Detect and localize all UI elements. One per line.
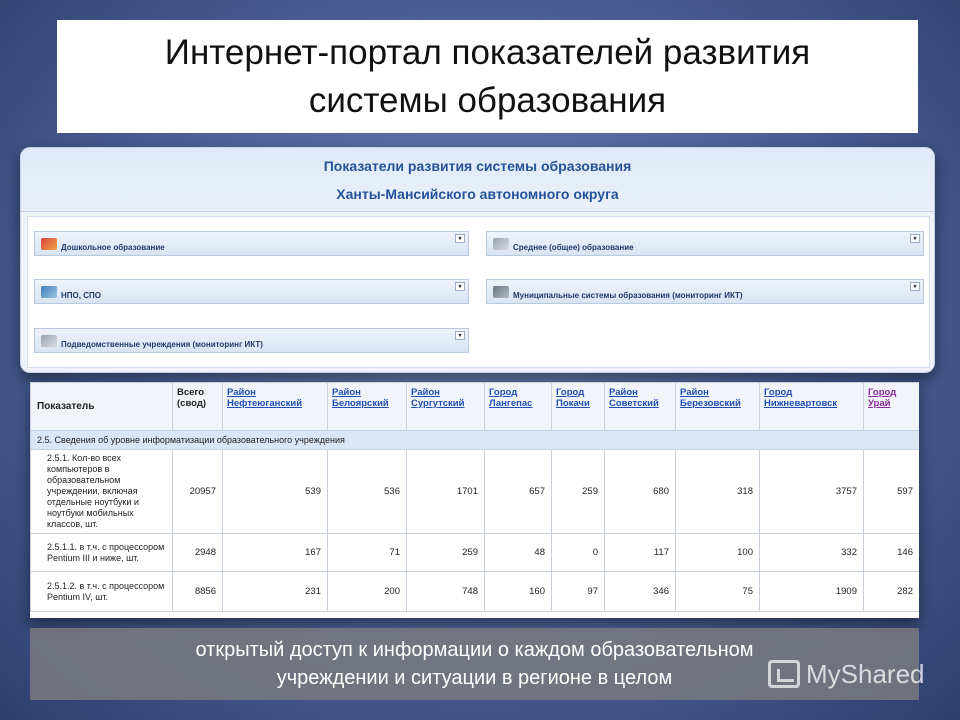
slide-caption bbox=[30, 628, 919, 700]
caption-line1: открытый доступ к информации о каждом образовательном bbox=[195, 639, 754, 661]
globe-icon bbox=[41, 286, 57, 298]
cell-value: 657 bbox=[485, 450, 552, 534]
portal-screenshot bbox=[20, 147, 935, 373]
column-link[interactable]: Район Сургутский bbox=[411, 387, 465, 409]
widget-npo-spo[interactable] bbox=[34, 279, 469, 304]
section-title: 2.5. Сведения об уровне информатизации образовательного учреждения bbox=[31, 431, 920, 450]
cell-value: 680 bbox=[605, 450, 676, 534]
cell-value: 2948 bbox=[173, 534, 223, 572]
cell-value: 259 bbox=[407, 534, 485, 572]
portal-header bbox=[21, 148, 934, 212]
widget-secondary[interactable] bbox=[486, 231, 924, 256]
column-header bbox=[407, 383, 485, 431]
cell-value: 100 bbox=[676, 534, 760, 572]
slide-title bbox=[57, 20, 918, 133]
table-header-row bbox=[31, 383, 920, 431]
column-link[interactable]: Город Покачи bbox=[556, 387, 590, 409]
portal-header-title: Показатели развития системы образования bbox=[323, 158, 632, 174]
widget-label: Среднее (общее) образование bbox=[513, 243, 634, 252]
network-icon bbox=[493, 286, 509, 298]
cell-value: 48 bbox=[485, 534, 552, 572]
widget-label: Муниципальные системы образования (мониторинг ИКТ) bbox=[513, 291, 743, 300]
chevron-down-icon[interactable]: ▾ bbox=[910, 234, 920, 243]
table-row bbox=[31, 534, 920, 572]
column-header bbox=[760, 383, 864, 431]
widget-label: НПО, СПО bbox=[61, 291, 101, 300]
slide-title-line2: системы образования bbox=[308, 80, 667, 120]
chevron-down-icon[interactable]: ▾ bbox=[455, 234, 465, 243]
cell-value: 1701 bbox=[407, 450, 485, 534]
column-link[interactable]: Район Советский bbox=[609, 387, 659, 409]
cell-value: 200 bbox=[328, 572, 407, 612]
column-link[interactable]: Район Березовский bbox=[680, 387, 741, 409]
table-section-row bbox=[31, 431, 920, 450]
widget-label: Дошкольное образование bbox=[61, 243, 165, 252]
column-link[interactable]: Город Урай bbox=[868, 387, 897, 409]
chevron-down-icon[interactable]: ▾ bbox=[910, 282, 920, 291]
chevron-down-icon[interactable]: ▾ bbox=[455, 282, 465, 291]
column-header bbox=[223, 383, 328, 431]
column-header bbox=[605, 383, 676, 431]
cell-value: 346 bbox=[605, 572, 676, 612]
portal-widgets-area bbox=[27, 216, 930, 368]
table-row bbox=[31, 572, 920, 612]
building-icon bbox=[41, 238, 57, 250]
cell-value: 332 bbox=[760, 534, 864, 572]
column-header bbox=[485, 383, 552, 431]
widget-municipal[interactable] bbox=[486, 279, 924, 304]
school-icon bbox=[493, 238, 509, 250]
widget-label: Подведомственные учреждения (мониторинг ИКТ) bbox=[61, 340, 263, 349]
cell-value: 259 bbox=[552, 450, 605, 534]
portal-header-subtitle: Ханты-Мансийского автономного округа bbox=[336, 186, 619, 202]
cell-value: 231 bbox=[223, 572, 328, 612]
column-link[interactable]: Район Белоярский bbox=[332, 387, 389, 409]
indicators-table-screenshot bbox=[30, 382, 919, 618]
cell-value: 8856 bbox=[173, 572, 223, 612]
cell-value: 160 bbox=[485, 572, 552, 612]
caption-line2: учреждении и ситуации в регионе в целом bbox=[276, 667, 673, 689]
cell-value: 167 bbox=[223, 534, 328, 572]
cell-value: 75 bbox=[676, 572, 760, 612]
cell-value: 539 bbox=[223, 450, 328, 534]
column-header bbox=[676, 383, 760, 431]
cell-value: 97 bbox=[552, 572, 605, 612]
column-header bbox=[552, 383, 605, 431]
office-icon bbox=[41, 335, 57, 347]
cell-value: 0 bbox=[552, 534, 605, 572]
cell-value: 318 bbox=[676, 450, 760, 534]
cell-value: 20957 bbox=[173, 450, 223, 534]
column-header bbox=[864, 383, 920, 431]
cell-value: 71 bbox=[328, 534, 407, 572]
column-link[interactable]: Город Лангепас bbox=[489, 387, 533, 409]
row-label: 2.5.1.2. в т.ч. с процессором Pentium IV, шт. bbox=[31, 572, 173, 612]
cell-value: 146 bbox=[864, 534, 920, 572]
indicators-table bbox=[30, 382, 919, 612]
table-row bbox=[31, 450, 920, 534]
row-label: 2.5.1.1. в т.ч. с процессором Pentium III и ниже, шт. bbox=[31, 534, 173, 572]
cell-value: 597 bbox=[864, 450, 920, 534]
column-link[interactable]: Район Нефтеюганский bbox=[227, 387, 303, 409]
column-header bbox=[328, 383, 407, 431]
cell-value: 117 bbox=[605, 534, 676, 572]
widget-subordinate[interactable] bbox=[34, 328, 469, 353]
column-header-indicator: Показатель bbox=[31, 383, 173, 431]
column-header-total: Всего (свод) bbox=[173, 383, 223, 431]
cell-value: 748 bbox=[407, 572, 485, 612]
watermark-text: MyShared bbox=[806, 658, 925, 689]
cell-value: 282 bbox=[864, 572, 920, 612]
widget-preschool[interactable] bbox=[34, 231, 469, 256]
slide-title-line1: Интернет-портал показателей развития bbox=[164, 32, 811, 72]
cell-value: 1909 bbox=[760, 572, 864, 612]
cell-value: 3757 bbox=[760, 450, 864, 534]
cell-value: 536 bbox=[328, 450, 407, 534]
chevron-down-icon[interactable]: ▾ bbox=[455, 331, 465, 340]
column-link[interactable]: Город Нижневартовск bbox=[764, 387, 838, 409]
row-label: 2.5.1. Кол-во всех компьютеров в образовательном учреждении, включая отдельные ноутбуки и ноутбуки мобильных классов, шт. bbox=[31, 450, 173, 534]
